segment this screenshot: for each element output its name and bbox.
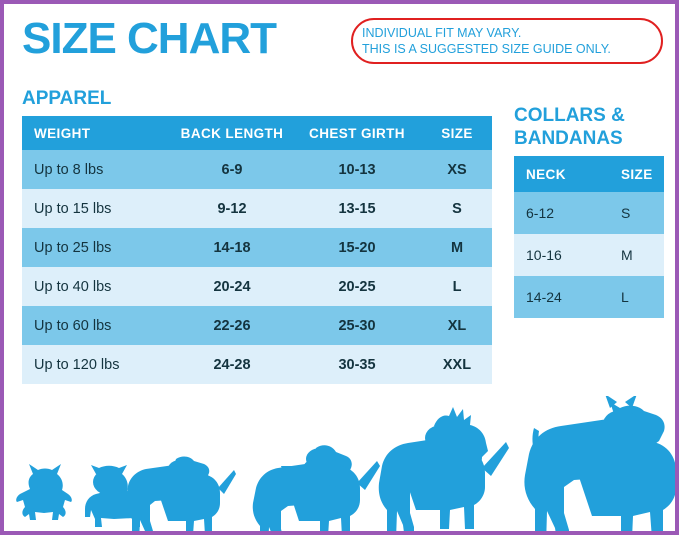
dog-silhouette-5 — [379, 407, 509, 531]
apparel-header-back-length: BACK LENGTH — [172, 116, 292, 150]
dog-silhouette-1 — [16, 464, 72, 520]
cell-chest-girth: 25-30 — [292, 306, 422, 345]
collars-header-neck: NECK — [514, 156, 611, 192]
apparel-section-label: APPAREL — [22, 88, 112, 109]
apparel-header-row — [22, 116, 492, 150]
apparel-header-chest-girth: CHEST GIRTH — [292, 116, 422, 150]
cell-weight: Up to 120 lbs — [22, 345, 172, 384]
cell-back-length: 9-12 — [172, 189, 292, 228]
collars-header-row — [514, 156, 664, 192]
cell-chest-girth: 20-25 — [292, 267, 422, 306]
cell-size: M — [422, 228, 492, 267]
cell-weight: Up to 15 lbs — [22, 189, 172, 228]
cell-weight: Up to 40 lbs — [22, 267, 172, 306]
disclaimer-line-1: INDIVIDUAL FIT MAY VARY. — [362, 26, 522, 40]
dog-silhouette-6 — [524, 396, 675, 531]
apparel-table — [22, 116, 492, 384]
table-row — [22, 150, 492, 189]
cell-chest-girth: 30-35 — [292, 345, 422, 384]
table-row — [22, 306, 492, 345]
cell-weight: Up to 25 lbs — [22, 228, 172, 267]
table-row — [22, 189, 492, 228]
dog-size-silhouettes — [4, 396, 675, 531]
cell-chest-girth: 10-13 — [292, 150, 422, 189]
cell-size: L — [611, 276, 664, 318]
apparel-header-weight: WEIGHT — [22, 116, 172, 150]
table-row — [514, 234, 664, 276]
cell-neck: 6-12 — [514, 192, 611, 234]
table-row — [22, 345, 492, 384]
apparel-header-size: SIZE — [422, 116, 492, 150]
table-row — [514, 192, 664, 234]
collars-label-line-1: COLLARS & — [514, 105, 625, 126]
cell-back-length: 20-24 — [172, 267, 292, 306]
cell-chest-girth: 13-15 — [292, 189, 422, 228]
cell-back-length: 14-18 — [172, 228, 292, 267]
cell-size: S — [422, 189, 492, 228]
cell-size: XS — [422, 150, 492, 189]
dog-silhouette-3 — [126, 457, 236, 531]
cell-chest-girth: 15-20 — [292, 228, 422, 267]
cell-size: L — [422, 267, 492, 306]
table-row — [22, 267, 492, 306]
cell-size: M — [611, 234, 664, 276]
table-row — [514, 276, 664, 318]
cell-weight: Up to 60 lbs — [22, 306, 172, 345]
cell-back-length: 24-28 — [172, 345, 292, 384]
cell-weight: Up to 8 lbs — [22, 150, 172, 189]
collars-table — [514, 156, 664, 318]
collars-label-line-2: BANDANAS — [514, 128, 623, 149]
cell-back-length: 6-9 — [172, 150, 292, 189]
dog-silhouette-4 — [253, 445, 380, 531]
disclaimer-text — [362, 25, 662, 57]
cell-neck: 10-16 — [514, 234, 611, 276]
cell-size: XL — [422, 306, 492, 345]
table-row — [22, 228, 492, 267]
page-title: SIZE CHART — [22, 14, 276, 63]
cell-neck: 14-24 — [514, 276, 611, 318]
cell-size: S — [611, 192, 664, 234]
collars-header-size: SIZE — [611, 156, 664, 192]
disclaimer-line-2: THIS IS A SUGGESTED SIZE GUIDE ONLY. — [362, 42, 611, 56]
cell-back-length: 22-26 — [172, 306, 292, 345]
collars-section-label — [514, 104, 674, 150]
cell-size: XXL — [422, 345, 492, 384]
